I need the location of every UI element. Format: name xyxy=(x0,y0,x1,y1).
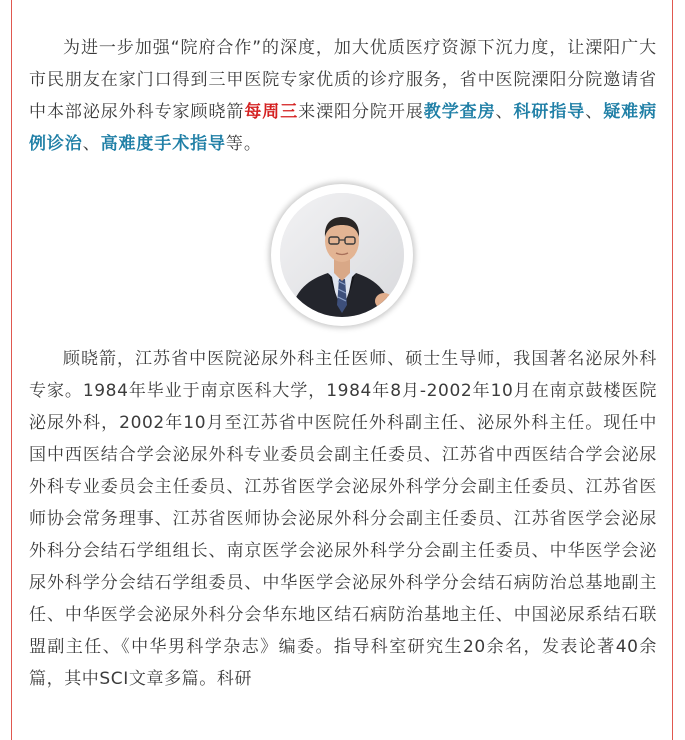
separator: 、 xyxy=(82,134,101,154)
intro-text-b: 来溧阳分院开展 xyxy=(298,102,424,122)
service-research-guidance: 科研指导 xyxy=(513,102,586,122)
doctor-portrait xyxy=(280,193,404,317)
doctor-portrait-frame xyxy=(271,184,413,326)
intro-text-a: 为进一步加强“院府合作”的深度，加大优质医疗资源下沉力度，让溧阳广大市民朋友在家门口得到三甲医院专家优质的诊疗服务，省中医院溧阳分院邀请省中本部泌尿外科专家顾晓箭 xyxy=(29,38,657,122)
intro-paragraph xyxy=(29,32,657,160)
separator: 、 xyxy=(495,102,514,122)
bio-paragraph: 顾晓箭，江苏省中医院泌尿外科主任医师、硕士生导师，我国著名泌尿外科专家。1984年毕业于南京医科大学，1984年8月-2002年10月在南京鼓楼医院泌尿外科，2002年10月至江苏省中医院任外科副主任、泌尿外科主任。现任中国中西医结合学会泌尿外科专业委员会副主任委员、江苏省中西医结合学会泌尿外科专业委员会主任委员、江苏省医学会泌尿外科学分会副主任委员、江苏省医师协会常务理事、江苏省医师协会泌尿外科分会副主任委员、江苏省医学会泌尿外科分会结石学组组长、南京医学会泌尿外科学分会副主任委员、中华医学会泌尿外科学分会结石学组委员、中华医学会泌尿外科学分会结石病防治总基地副主任、中华医学会泌尿外科分会华东地区结石病防治基地主任、中国泌尿系结石联盟副主任、《中华男科学杂志》编委。指导科室研究生20余名，发表论著40余篇，其中SCI文章多篇。科研 xyxy=(29,349,657,689)
service-surgery-guidance: 高难度手术指导 xyxy=(100,134,226,154)
service-teaching-rounds: 教学查房 xyxy=(423,102,496,122)
separator: 、 xyxy=(585,102,604,122)
intro-text-c: 等。 xyxy=(225,134,262,154)
service-difficult-cases: 疑难病例诊治 xyxy=(29,102,658,154)
schedule-highlight: 每周三 xyxy=(244,102,299,122)
portrait-illustration xyxy=(280,193,404,317)
